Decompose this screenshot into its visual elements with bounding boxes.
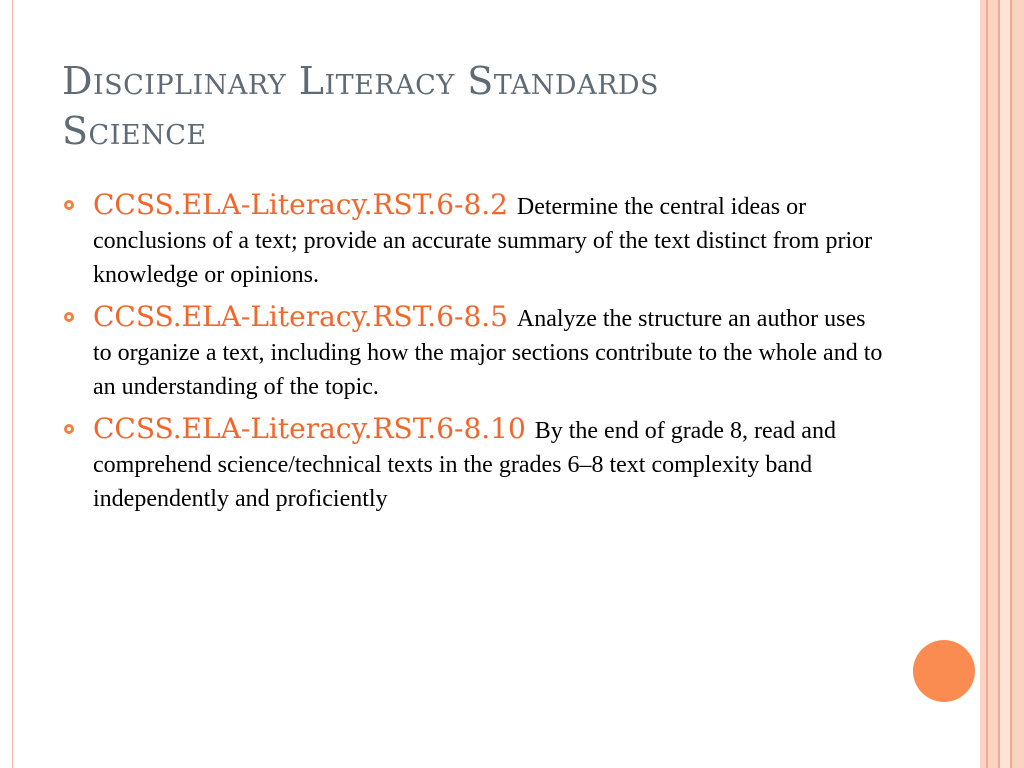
bullet-text	[93, 188, 884, 292]
right-stripe	[1012, 0, 1024, 768]
bullet-text	[93, 300, 884, 404]
slide-title-line-1: Disciplinary Literacy Standards	[62, 59, 660, 103]
bullet-item	[64, 188, 884, 292]
standard-description: By the end of grade 8, read and comprehend science/technical texts in the grades 6–8 text complexity band independently and proficiently	[93, 418, 836, 512]
bullet-ring-icon	[64, 312, 74, 322]
right-stripe	[1000, 0, 1010, 768]
standard-code: CCSS.ELA-Literacy.RST.6-8.5	[93, 300, 517, 333]
standard-code: CCSS.ELA-Literacy.RST.6-8.2	[93, 188, 517, 221]
decorative-circle	[913, 640, 975, 702]
standard-description: Analyze the structure an author uses to organize a text, including how the major sections contribute to the whole and to an understanding of the topic.	[93, 306, 883, 400]
bullet-list	[64, 188, 884, 524]
slide-title	[62, 56, 942, 156]
bullet-ring-icon	[64, 200, 74, 210]
slide-title-line-2: Science	[62, 109, 207, 153]
standard-description: Determine the central ideas or conclusions of a text; provide an accurate summary of the text distinct from prior knowledge or opinions.	[93, 194, 873, 288]
left-border-line	[12, 0, 13, 768]
bullet-text	[93, 412, 884, 516]
standard-code: CCSS.ELA-Literacy.RST.6-8.10	[93, 412, 535, 445]
bullet-item	[64, 300, 884, 404]
bullet-item	[64, 412, 884, 516]
bullet-ring-icon	[64, 424, 74, 434]
right-stripe	[988, 0, 998, 768]
